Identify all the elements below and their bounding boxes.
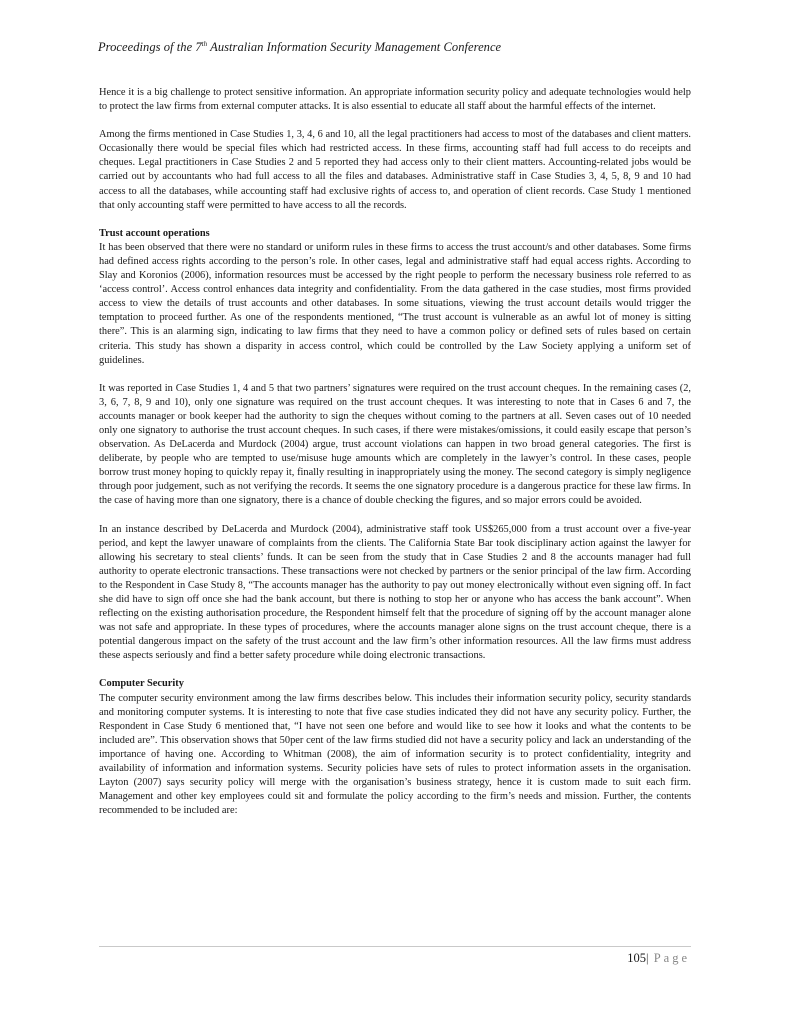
header-superscript: th [201, 40, 208, 48]
paragraph-computer-security: The computer security environment among the law firms describes below. This includes their information security policy, security standards and monitoring computer systems. It is interesting to note that five case studies indicated they did not have any security policy. Further, the Respondent in Case Study 6 mentioned that, “I have not seen one before and would like to see how it looks and what the contents to be included are”. This observation shows that 50per cent of the law firms studied did not have a security policy and lack an understanding of the importance of having one. According to Whitman (2008), the aim of information security is to protect confidentiality, integrity and availability of information and information systems. Security policies have sets of rules to protect information assets in the organisation. Layton (2007) says security policy will merge with the organisation’s business strategy, hence it is custom made to suit each firm. Management and other key employees could sit and formulate the policy according to the firm’s needs and mission. Further, the contents recommended to be included are: [99, 692, 691, 817]
running-header [98, 40, 698, 55]
paragraph-trust-access: It has been observed that there were no standard or uniform rules in these firms to access the trust account/s and other databases. Some firms had defined access rights according to the person’s role. In other cases, legal and administrative staff had equal access rights. According to Slay and Koronios (2006), information resources must be accessed by the right people to perform the necessary business role referred to as ‘access control’. Access control enhances data integrity and confidentiality. From the data gathered in the case studies, most firms provided access to view the details of trust accounts and other databases. In some situations, viewing the trust account details would trigger the temptation to proceed further. As one of the respondents mentioned, “The trust account is vulnerable as an awful lot of money is sitting there”. This is an alarming sign, indicating to law firms that they need to have a common policy or defined sets of rules based on certain criteria. This study has shown a disparity in access control, which could be controlled by the Law Society applying a uniform set of guidelines. [99, 241, 691, 366]
page-footer [627, 951, 690, 966]
paragraph-access: Among the firms mentioned in Case Studies 1, 3, 4, 6 and 10, all the legal practitioners had access to most of the databases and client matters. Occasionally there would be special files which had restricted access. In these firms, accounting staff had full access to do receipts and cheques. Legal practitioners in Case Studies 2 and 5 reported they had access only to their client matters. Accounting-related jobs would be carried out by accountants who had full access to all the files and databases. Administrative staff in Case Studies 3, 4, 5, 8, 9 and 10 had access to all the databases, while accounting staff had exclusive rights of access to, and operation of client records. Case Study 1 mentioned that only accounting staff were permitted to have access to all the records. [99, 129, 691, 211]
section-heading-trust-account: Trust account operations [99, 227, 210, 239]
paragraph-signatures: It was reported in Case Studies 1, 4 and 5 that two partners’ signatures were required on the trust account cheques. In the remaining cases (2, 3, 6, 7, 8, 9 and 10), only one signature was required on the trust account cheques. It was interesting to note that in Cases 6 and 7, the accounts manager or book keeper had the authority to sign the cheques without coming to the partners at all. Seven cases out of 10 needed only one signatory to authorise the trust account cheques. In such cases, if there were mistakes/omissions, it could easily escape that person’s observation. As DeLacerda and Murdock (2004) argue, trust account violations can happen in two broad general categories. The first is deliberate, by people who are tempted to use/misuse huge amounts which are completely in the lawyer’s control. In these cases, people borrow trust money hoping to quickly repay it, finally resulting in inappropriately using the money. The second category is simply negligence through poor judgement, such as not verifying the records. It seems the one signatory procedure is a dangerous practice for these law firms. In the case of having more than one signatory, there is a chance of double checking the figures, and so major errors could be avoided. [99, 382, 691, 507]
header-prefix: Proceedings of the 7 [98, 40, 202, 54]
footer-divider [99, 946, 691, 947]
page-number: 105 [627, 951, 647, 965]
page-body [99, 86, 691, 832]
footer-separator: | [646, 951, 649, 965]
paragraph-intro: Hence it is a big challenge to protect sensitive information. An appropriate information security policy and adequate technologies would help to protect the law firms from external computer attacks. It is also essential to educate all staff about the harmful effects of the internet. [99, 87, 691, 113]
page-label: Page [653, 951, 690, 965]
header-suffix: Australian Information Security Management Conference [207, 40, 502, 54]
section-heading-computer-security: Computer Security [99, 678, 184, 690]
paragraph-instance: In an instance described by DeLacerda and Murdock (2004), administrative staff took US$265,000 from a trust account over a five-year period, and kept the lawyer unaware of complaints from the clients. The California State Bar took disciplinary action against the lawyer for allowing his secretary to steal clients’ funds. It can be seen from the study that in Case Studies 2 and 8 the accounts manager had full authority to operate electronic transactions. These transactions were not checked by partners or the senior principal of the law firm. According to the Respondent in Case Study 8, “The accounts manager has the authority to pay out money electronically without even signing off. In fact she did have to sign off once she had the bank account, but there is nothing to stop her or anyone who has access the bank account”. When reflecting on the existing authorisation procedure, the Respondent himself felt that the procedure of signing off by the account manager alone was not safe and appropriate. In these types of procedures, where the accounts manager alone signs on the trust account cheque, there is a potential dangerous impact on the safety of the trust account and the law firm’s other information resources. All the law firms must address these aspects seriously and find a better safety procedure while doing electronic transactions. [99, 523, 691, 662]
